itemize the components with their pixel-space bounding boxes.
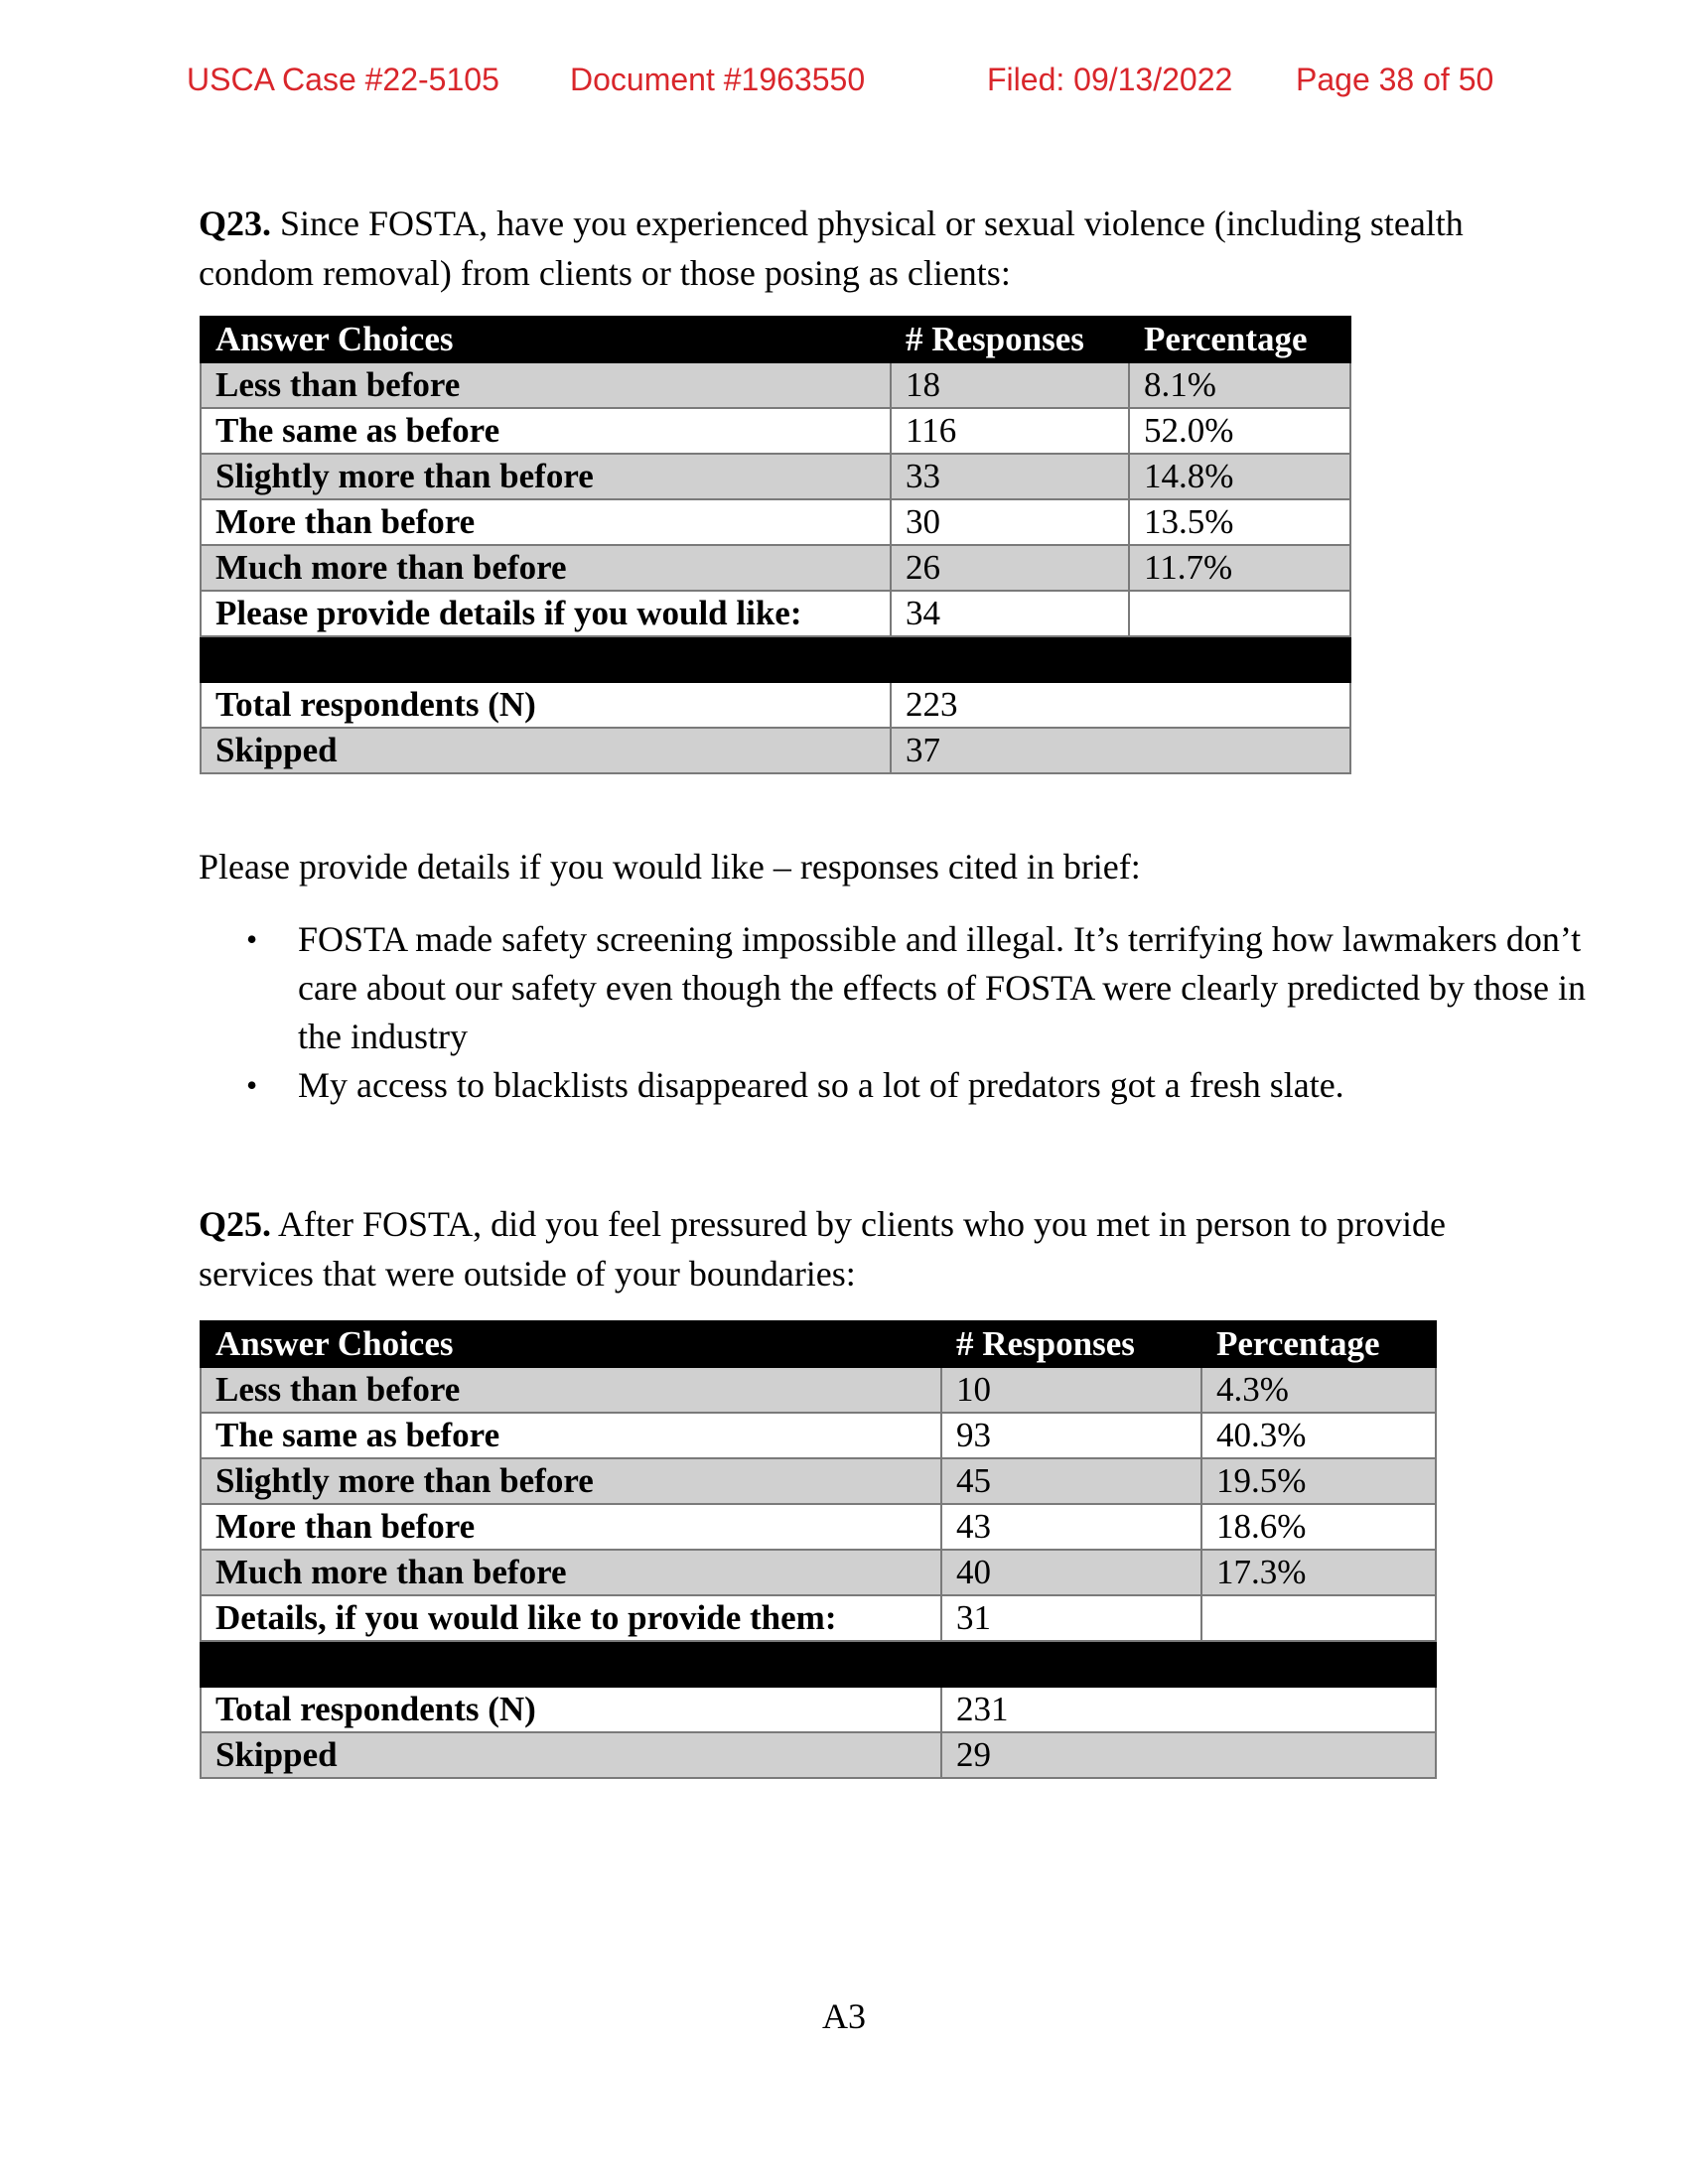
page-footer: A3 xyxy=(822,1996,866,2036)
q25-question xyxy=(199,1199,1489,1298)
percentage-value xyxy=(1129,591,1350,636)
responses-value: 40 xyxy=(941,1550,1201,1595)
percentage-value: 13.5% xyxy=(1129,499,1350,545)
responses-value: 93 xyxy=(941,1413,1201,1458)
total-row xyxy=(201,682,1350,728)
answer-label: Details, if you would like to provide them: xyxy=(201,1595,941,1641)
percentage-value: 18.6% xyxy=(1201,1504,1436,1550)
answer-label: Slightly more than before xyxy=(201,454,891,499)
responses-value: 26 xyxy=(891,545,1129,591)
table-row xyxy=(201,1550,1436,1595)
col-header-percentage: Percentage xyxy=(1129,317,1350,362)
percentage-value: 40.3% xyxy=(1201,1413,1436,1458)
percentage-value: 8.1% xyxy=(1129,362,1350,408)
skipped-row xyxy=(201,728,1350,773)
table-divider-row xyxy=(201,636,1350,682)
percentage-value: 19.5% xyxy=(1201,1458,1436,1504)
responses-value: 33 xyxy=(891,454,1129,499)
answer-label: Slightly more than before xyxy=(201,1458,941,1504)
list-item: • My access to blacklists disappeared so a lot of predators got a fresh slate. xyxy=(298,1061,1589,1110)
skipped-label: Skipped xyxy=(201,1732,941,1778)
responses-value: 18 xyxy=(891,362,1129,408)
divider-cell xyxy=(201,636,1350,682)
q23-text: Since FOSTA, have you experienced physical or sexual violence (including stealth condom removal) from clients or those posing as clients: xyxy=(199,204,1464,293)
table-row xyxy=(201,454,1350,499)
responses-value: 31 xyxy=(941,1595,1201,1641)
total-row xyxy=(201,1687,1436,1732)
percentage-value: 11.7% xyxy=(1129,545,1350,591)
details-intro: Please provide details if you would like – responses cited in brief: xyxy=(199,847,1141,887)
q25-table xyxy=(200,1320,1437,1779)
table-row xyxy=(201,591,1350,636)
answer-label: Much more than before xyxy=(201,1550,941,1595)
col-header-percentage: Percentage xyxy=(1201,1321,1436,1367)
total-label: Total respondents (N) xyxy=(201,1687,941,1732)
document-number: Document #1963550 xyxy=(570,62,866,97)
table-row xyxy=(201,1413,1436,1458)
table-row xyxy=(201,545,1350,591)
case-header xyxy=(187,62,1507,109)
percentage-value xyxy=(1201,1595,1436,1641)
responses-value: 45 xyxy=(941,1458,1201,1504)
answer-label: Less than before xyxy=(201,1367,941,1413)
answer-label: Less than before xyxy=(201,362,891,408)
col-header-answer: Answer Choices xyxy=(201,317,891,362)
table-row xyxy=(201,499,1350,545)
skipped-label: Skipped xyxy=(201,728,891,773)
answer-label: More than before xyxy=(201,499,891,545)
answer-label: The same as before xyxy=(201,408,891,454)
total-value: 231 xyxy=(941,1687,1436,1732)
q23-table xyxy=(200,316,1351,774)
col-header-responses: # Responses xyxy=(891,317,1129,362)
skipped-row xyxy=(201,1732,1436,1778)
table-row xyxy=(201,1367,1436,1413)
percentage-value: 4.3% xyxy=(1201,1367,1436,1413)
responses-value: 10 xyxy=(941,1367,1201,1413)
percentage-value: 17.3% xyxy=(1201,1550,1436,1595)
list-item: • FOSTA made safety screening impossible and illegal. It’s terrifying how lawmakers don’t care about our safety even though the effects of FOSTA were clearly predicted by those in the industry xyxy=(298,915,1589,1061)
table-row xyxy=(201,362,1350,408)
responses-value: 34 xyxy=(891,591,1129,636)
details-list xyxy=(199,915,1589,1110)
page-indicator: Page 38 of 50 xyxy=(1296,62,1494,97)
answer-label: More than before xyxy=(201,1504,941,1550)
total-value: 223 xyxy=(891,682,1350,728)
total-label: Total respondents (N) xyxy=(201,682,891,728)
case-number: USCA Case #22-5105 xyxy=(187,62,499,97)
table-row xyxy=(201,408,1350,454)
q25-text: After FOSTA, did you feel pressured by clients who you met in person to provide services that were outside of your boundaries: xyxy=(199,1204,1446,1294)
percentage-value: 52.0% xyxy=(1129,408,1350,454)
table-divider-row xyxy=(201,1641,1436,1687)
answer-label: Much more than before xyxy=(201,545,891,591)
responses-value: 30 xyxy=(891,499,1129,545)
skipped-value: 37 xyxy=(891,728,1350,773)
filed-date: Filed: 09/13/2022 xyxy=(987,62,1233,97)
divider-cell xyxy=(201,1641,1436,1687)
answer-label: Please provide details if you would like: xyxy=(201,591,891,636)
skipped-value: 29 xyxy=(941,1732,1436,1778)
q23-question xyxy=(199,199,1489,298)
q25-number: Q25. xyxy=(199,1204,272,1244)
responses-value: 116 xyxy=(891,408,1129,454)
col-header-responses: # Responses xyxy=(941,1321,1201,1367)
table-row xyxy=(201,1595,1436,1641)
responses-value: 43 xyxy=(941,1504,1201,1550)
table-row xyxy=(201,1504,1436,1550)
percentage-value: 14.8% xyxy=(1129,454,1350,499)
table-row xyxy=(201,1458,1436,1504)
answer-label: The same as before xyxy=(201,1413,941,1458)
q23-number: Q23. xyxy=(199,204,272,243)
col-header-answer: Answer Choices xyxy=(201,1321,941,1367)
